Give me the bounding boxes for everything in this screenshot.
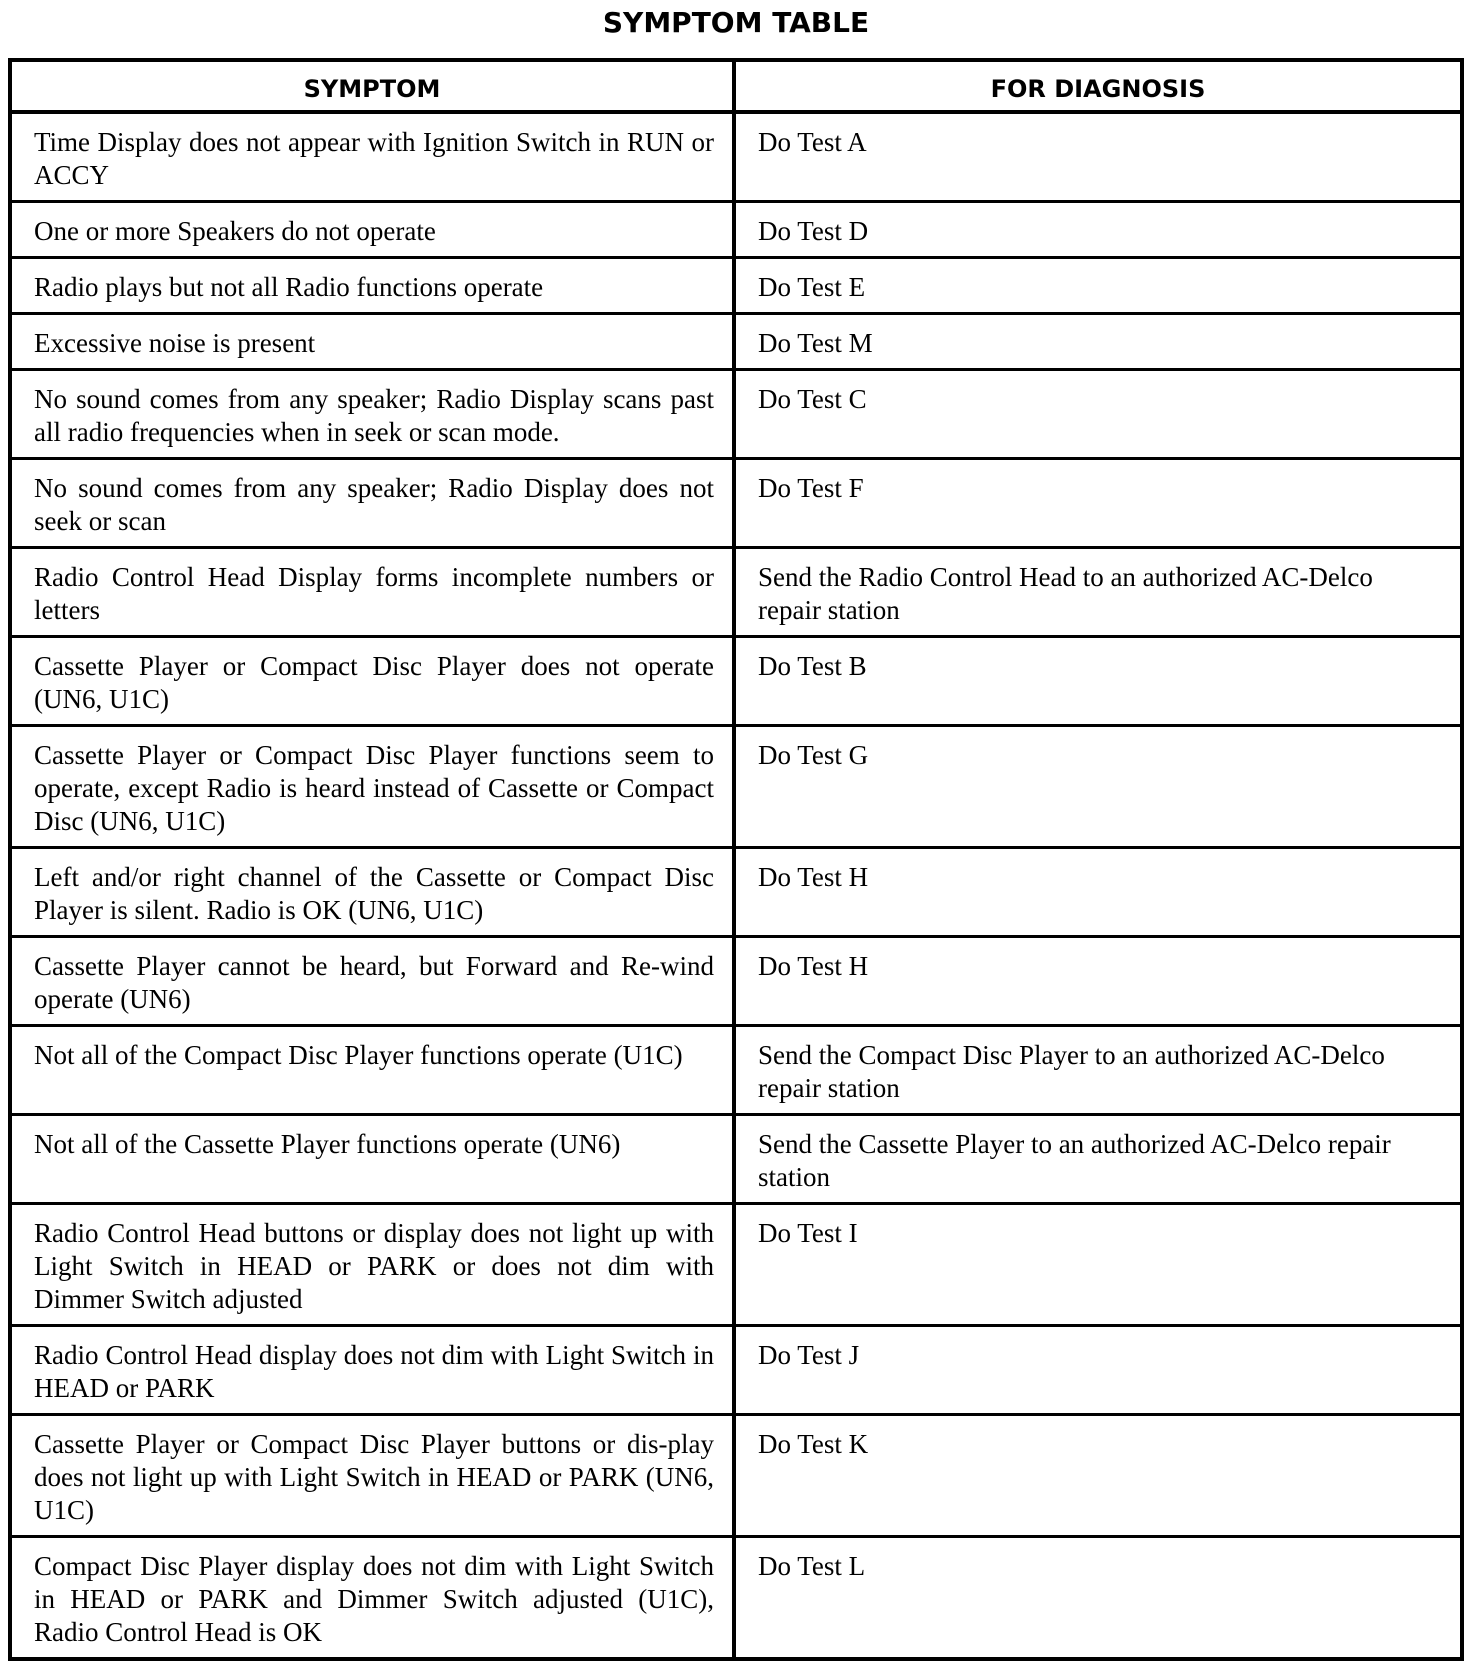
table-row [10,637,1462,726]
table-row [10,459,1462,548]
diagnosis-cell: Do Test C [734,370,1462,459]
symptom-cell: Cassette Player or Compact Disc Player buttons or dis-play does not light up with Light Switch in HEAD or PARK (UN6, U1C) [10,1415,734,1537]
table-row [10,848,1462,937]
table-row [10,1115,1462,1204]
symptom-table [8,58,1464,1661]
diagnosis-cell: Do Test H [734,848,1462,937]
diagnosis-cell: Do Test L [734,1537,1462,1660]
diagnosis-cell: Send the Compact Disc Player to an authorized AC-Delco repair station [734,1026,1462,1115]
diagnosis-cell: Send the Radio Control Head to an authorized AC-Delco repair station [734,548,1462,637]
symptom-cell: One or more Speakers do not operate [10,202,734,258]
symptom-cell: Radio Control Head display does not dim with Light Switch in HEAD or PARK [10,1326,734,1415]
symptom-cell: Time Display does not appear with Ignition Switch in RUN or ACCY [10,112,734,202]
symptom-cell: Excessive noise is present [10,314,734,370]
page-title: SYMPTOM TABLE [602,6,870,39]
table-row [10,370,1462,459]
symptom-cell: No sound comes from any speaker; Radio Display scans past all radio frequencies when in seek or scan mode. [10,370,734,459]
diagnosis-cell: Do Test M [734,314,1462,370]
diagnosis-cell: Do Test F [734,459,1462,548]
symptom-cell: Not all of the Cassette Player functions operate (UN6) [10,1115,734,1204]
diagnosis-cell: Do Test H [734,937,1462,1026]
table-row [10,1204,1462,1326]
symptom-cell: Cassette Player cannot be heard, but Forward and Re-wind operate (UN6) [10,937,734,1026]
table-row [10,726,1462,848]
diagnosis-cell: Do Test J [734,1326,1462,1415]
diagnosis-cell: Send the Cassette Player to an authorized AC-Delco repair station [734,1115,1462,1204]
table-row [10,548,1462,637]
symptom-cell: Left and/or right channel of the Cassette or Compact Disc Player is silent. Radio is OK (UN6, U1C) [10,848,734,937]
symptom-cell: Compact Disc Player display does not dim with Light Switch in HEAD or PARK and Dimmer Switch adjusted (U1C), Radio Control Head is OK [10,1537,734,1660]
table-row [10,258,1462,314]
table-row [10,314,1462,370]
diagnosis-cell: Do Test B [734,637,1462,726]
symptom-cell: Not all of the Compact Disc Player functions operate (U1C) [10,1026,734,1115]
diagnosis-column-header: FOR DIAGNOSIS [734,60,1462,112]
symptom-cell: Cassette Player or Compact Disc Player functions seem to operate, except Radio is heard instead of Cassette or Compact Disc (UN6, U1C) [10,726,734,848]
symptom-cell: Radio Control Head buttons or display does not light up with Light Switch in HEAD or PARK or does not dim with Dimmer Switch adjusted [10,1204,734,1326]
diagnosis-cell: Do Test K [734,1415,1462,1537]
table-row [10,202,1462,258]
table-row [10,937,1462,1026]
diagnosis-cell: Do Test A [734,112,1462,202]
symptom-cell: Cassette Player or Compact Disc Player does not operate (UN6, U1C) [10,637,734,726]
table-row [10,1326,1462,1415]
diagnosis-cell: Do Test D [734,202,1462,258]
table-header-row [10,60,1462,112]
table-row [10,1026,1462,1115]
table-row [10,112,1462,202]
symptom-cell: No sound comes from any speaker; Radio Display does not seek or scan [10,459,734,548]
diagnosis-cell: Do Test G [734,726,1462,848]
symptom-column-header: SYMPTOM [10,60,734,112]
diagnosis-cell: Do Test I [734,1204,1462,1326]
table-row [10,1415,1462,1537]
symptom-cell: Radio plays but not all Radio functions operate [10,258,734,314]
symptom-cell: Radio Control Head Display forms incomplete numbers or letters [10,548,734,637]
table-row [10,1537,1462,1660]
diagnosis-cell: Do Test E [734,258,1462,314]
